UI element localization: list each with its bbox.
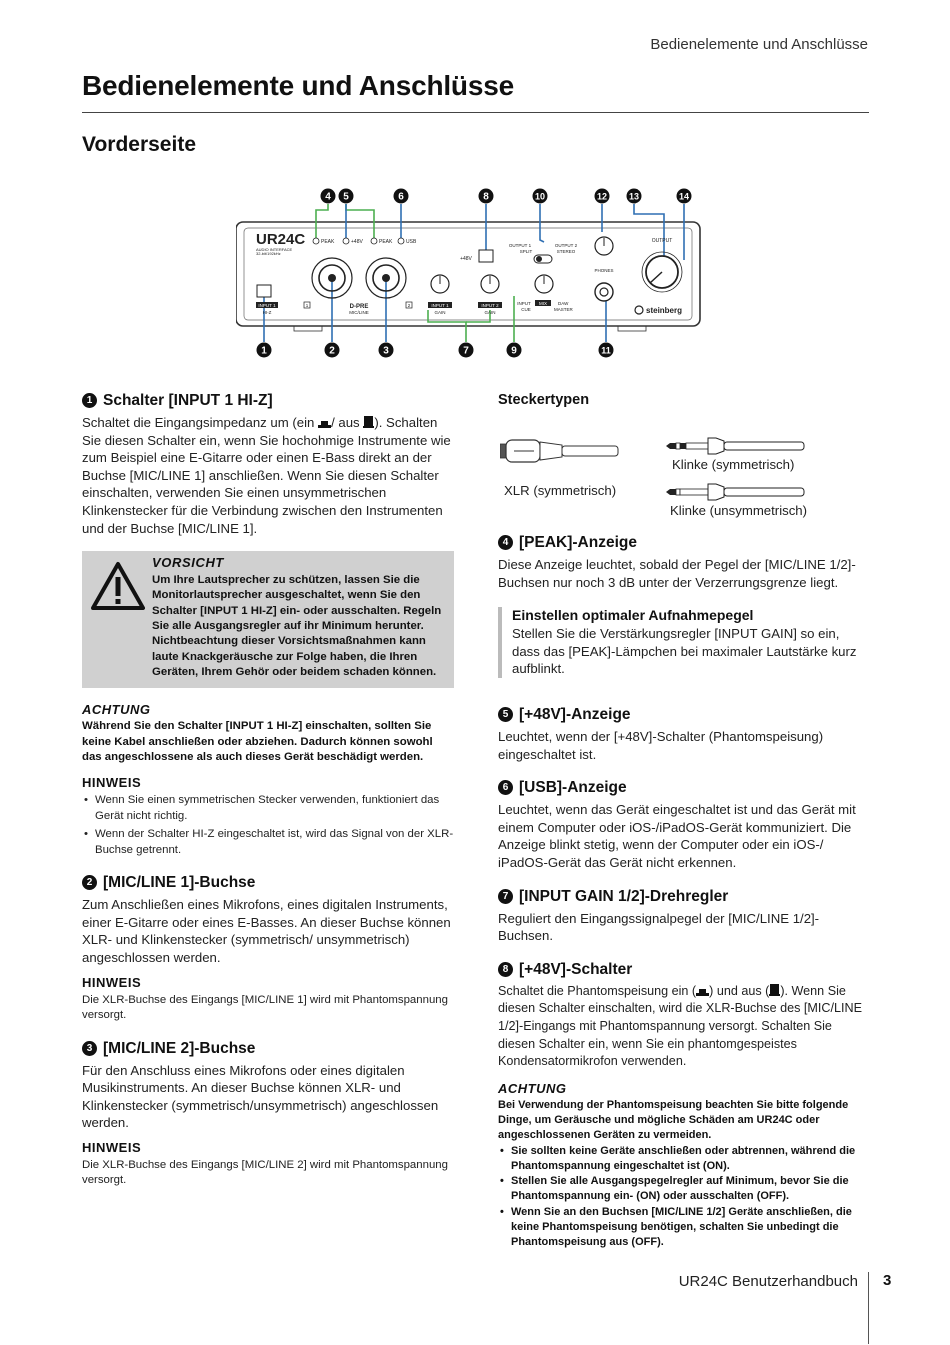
ts-plug-icon bbox=[666, 480, 806, 504]
svg-text:GAIN: GAIN bbox=[484, 310, 496, 315]
item-8-heading: 8 [+48V]-Schalter bbox=[498, 961, 870, 979]
svg-text:DAW: DAW bbox=[558, 301, 569, 306]
item-4-heading: 4 [PEAK]-Anzeige bbox=[498, 534, 870, 552]
list-item: • Wenn der Schalter HI-Z eingeschaltet ist, wird das Signal von der XLR-Buchse getrennt. bbox=[82, 827, 454, 858]
device-body bbox=[236, 222, 700, 326]
svg-text:GAIN: GAIN bbox=[434, 310, 446, 315]
svg-text:USB: USB bbox=[406, 239, 417, 245]
item-2-heading: 2 [MIC/LINE 1]-Buchse bbox=[82, 874, 454, 892]
tip-text: Stellen Sie die Verstärkungsregler [INPUT GAIN] so ein, dass das [PEAK]-Lämpchen bei maximaler Lautstärke kurz aufblinkt. bbox=[512, 626, 857, 677]
item-3-text: Für den Anschluss eines Mikrofons oder eines digitalen Musikinstruments. An dieser Buchse können XLR- und Klinkenstecker (symmetrisch/unsymmetrisch) angeschlossen werden. bbox=[82, 1062, 439, 1131]
svg-text:INPUT 1: INPUT 1 bbox=[258, 303, 276, 308]
svg-text:STEREO: STEREO bbox=[556, 249, 576, 254]
running-header: Bedienelemente und Anschlüsse bbox=[650, 36, 868, 53]
hinweis-list bbox=[82, 793, 454, 858]
svg-text:OUTPUT 1: OUTPUT 1 bbox=[508, 243, 532, 248]
item-7-heading: 7 [INPUT GAIN 1/2]-Drehregler bbox=[498, 888, 870, 906]
number-badge-1: 1 bbox=[82, 393, 97, 408]
number-badge-8: 8 bbox=[498, 962, 513, 977]
svg-text:INPUT: INPUT bbox=[517, 301, 531, 306]
number-badge-4: 4 bbox=[498, 535, 513, 550]
number-badge-3: 3 bbox=[82, 1041, 97, 1056]
svg-text:PEAK: PEAK bbox=[379, 239, 393, 245]
number-badge-7: 7 bbox=[498, 889, 513, 904]
svg-text:OUTPUT 2: OUTPUT 2 bbox=[554, 243, 578, 248]
section-title: Vorderseite bbox=[82, 133, 196, 156]
tip-box bbox=[498, 607, 870, 678]
number-badge-2: 2 bbox=[82, 875, 97, 890]
switch-off-icon bbox=[363, 416, 374, 428]
page-number: 3 bbox=[883, 1272, 892, 1289]
svg-text:11: 11 bbox=[601, 345, 611, 356]
item-5-heading: 5 [+48V]-Anzeige bbox=[498, 706, 870, 724]
item-7-text: Reguliert den Eingangssignalpegel der [MIC/LINE 1/2]-Buchsen. bbox=[498, 910, 820, 944]
xlr-label: XLR (symmetrisch) bbox=[504, 483, 617, 498]
svg-text:INPUT 2: INPUT 2 bbox=[481, 303, 499, 308]
item-2-text: Zum Anschließen eines Mikrofons, eines digitalen Instruments, einer E-Gitarre oder eines E-Basses. An dieser Buchse können XLR- und Klinkenstecker (symmetrisch/ unsymmetrisch) angeschlossen werden. bbox=[82, 897, 451, 965]
achtung-list bbox=[498, 1144, 870, 1251]
page-title: Bedienelemente und Anschlüsse bbox=[82, 70, 514, 101]
caution-box bbox=[82, 551, 454, 688]
svg-text:7: 7 bbox=[463, 345, 469, 357]
footer-title: UR24C Benutzerhandbuch bbox=[678, 1273, 858, 1290]
svg-text:3: 3 bbox=[383, 345, 389, 357]
svg-text:1: 1 bbox=[305, 303, 309, 308]
svg-text:HI-Z: HI-Z bbox=[262, 310, 272, 315]
svg-text:steinberg: steinberg bbox=[646, 306, 683, 315]
ts-label: Klinke (unsymmetrisch) bbox=[670, 503, 808, 518]
svg-text:MIC/LINE: MIC/LINE bbox=[349, 310, 369, 315]
hinweis-title: HINWEIS bbox=[82, 775, 142, 791]
svg-text:+48V: +48V bbox=[460, 256, 472, 262]
svg-text:CUE: CUE bbox=[521, 307, 531, 312]
achtung-text: Während Sie den Schalter [INPUT 1 HI-Z] einschalten, sollten Sie keine Kabel anschließen oder abziehen. Dadurch können sowohl das angeschlossene als auch dieses Gerät beschädigt werden. bbox=[82, 720, 433, 763]
plug-types-figure bbox=[498, 412, 870, 520]
item-6-text: Leuchtet, wenn das Gerät eingeschaltet ist und das Gerät mit einem Computer oder iOS-/iPadOS-Gerät kommuniziert. Die Anzeige blinkt stetig, wenn der Computer oder ein iOS-/ iPadOS-Gerät das Gerät nicht erkennen. bbox=[498, 802, 856, 870]
title-rule bbox=[82, 112, 869, 113]
svg-text:5: 5 bbox=[343, 191, 349, 203]
number-badge-5: 5 bbox=[498, 707, 513, 722]
plug-types-heading: Steckertypen bbox=[498, 392, 590, 408]
svg-text:12: 12 bbox=[596, 191, 608, 202]
switch-on-icon bbox=[696, 986, 709, 996]
svg-text:MASTER: MASTER bbox=[554, 307, 573, 312]
svg-text:2: 2 bbox=[407, 303, 411, 308]
achtung-text: Bei Verwendung der Phantomspeisung beachten Sie bitte folgende Dinge, um Geräusche und mögliche Schäden am UR24C oder angeschlossenen Geräten zu vermeiden. bbox=[498, 1098, 849, 1142]
svg-text:10: 10 bbox=[534, 191, 546, 202]
svg-text:1: 1 bbox=[261, 345, 267, 357]
hinweis-title: HINWEIS bbox=[82, 974, 142, 990]
hinweis-text: Die XLR-Buchse des Eingangs [MIC/LINE 1] wird mit Phantomspannung versorgt. bbox=[82, 993, 448, 1021]
hinweis-text: Die XLR-Buchse des Eingangs [MIC/LINE 2] wird mit Phantomspannung versorgt. bbox=[82, 1158, 448, 1187]
item-4-text: Diese Anzeige leuchtet, sobald der Pegel der [MIC/LINE 1/2]-Buchsen nur noch 3 dB unter der Verzerrungsgrenze liegt. bbox=[498, 557, 856, 590]
list-item: • Stellen Sie alle Ausgangspegelregler auf Minimum, bevor Sie die Phantomspannung ein- (ON) oder ausschalten (OFF). bbox=[498, 1174, 870, 1205]
caution-title: VORSICHT bbox=[152, 555, 224, 571]
svg-text:32-bit/192kHz: 32-bit/192kHz bbox=[256, 251, 281, 256]
list-item: • Sie sollten keine Geräte anschließen oder abtrennen, während die Phantomspannung eingeschaltet ist (ON). bbox=[498, 1144, 870, 1175]
footer-rule bbox=[868, 1272, 869, 1344]
list-item: • Wenn Sie an den Buchsen [MIC/LINE 1/2] Geräte anschließen, die keine Phantomspeisung benötigen, schalten Sie unbedingt die Phantomspeisung aus (OFF). bbox=[498, 1205, 870, 1251]
achtung-title: ACHTUNG bbox=[82, 702, 151, 718]
svg-text:UR24C: UR24C bbox=[256, 231, 306, 248]
svg-text:PHONES: PHONES bbox=[594, 268, 614, 273]
svg-text:D-PRE: D-PRE bbox=[349, 304, 369, 310]
caution-text: Um Ihre Lautsprecher zu schützen, lassen Sie die Monitorlautsprecher ausgeschaltet, wenn Sie den Schalter [INPUT 1 HI-Z] ein- oder ausschalten. Regeln Sie alle Ausgangsregler auf ihr Minimum herunter. Nichtbeachtung dieser Vorsichtsmaßnahmen kann laute Knackgeräusche zur Folge haben, die Ihren Geräten, Ihrem Gehör oder beidem schaden können. bbox=[152, 574, 442, 678]
item-5-text: Leuchtet, wenn der [+48V]-Schalter (Phantomspeisung) eingeschaltet ist. bbox=[498, 728, 824, 762]
svg-text:4: 4 bbox=[325, 191, 331, 203]
warning-icon bbox=[91, 561, 145, 611]
front-panel-diagram bbox=[236, 180, 716, 360]
left-column bbox=[82, 392, 454, 1189]
svg-text:PEAK: PEAK bbox=[321, 239, 335, 245]
switch-off-icon bbox=[769, 984, 780, 996]
svg-text:AUDIO INTERFACE: AUDIO INTERFACE bbox=[256, 247, 293, 252]
item-6-heading: 6 [USB]-Anzeige bbox=[498, 779, 870, 797]
trs-label: Klinke (symmetrisch) bbox=[672, 457, 795, 472]
tip-title: Einstellen optimaler Aufnahmepegel bbox=[512, 607, 754, 624]
item-1-heading: 1 Schalter [INPUT 1 HI-Z] bbox=[82, 392, 454, 410]
svg-text:2: 2 bbox=[329, 345, 335, 357]
number-badge-6: 6 bbox=[498, 780, 513, 795]
svg-text:INPUT 1: INPUT 1 bbox=[431, 303, 449, 308]
svg-text:+48V: +48V bbox=[351, 239, 363, 245]
xlr-plug-icon bbox=[500, 436, 622, 466]
svg-text:SPLIT: SPLIT bbox=[519, 249, 533, 254]
switch-on-icon bbox=[318, 418, 331, 428]
trs-plug-icon bbox=[666, 434, 806, 458]
svg-text:13: 13 bbox=[628, 191, 640, 202]
hinweis-title: HINWEIS bbox=[82, 1139, 142, 1155]
right-column bbox=[498, 392, 870, 1251]
item-3-heading: 3 [MIC/LINE 2]-Buchse bbox=[82, 1040, 454, 1058]
svg-text:6: 6 bbox=[398, 191, 404, 203]
svg-text:14: 14 bbox=[678, 191, 690, 202]
achtung-title: ACHTUNG bbox=[498, 1080, 567, 1096]
svg-text:OUTPUT: OUTPUT bbox=[651, 238, 673, 244]
svg-text:MIX: MIX bbox=[538, 301, 548, 306]
list-item: • Wenn Sie einen symmetrischen Stecker verwenden, funktioniert das Gerät nicht richtig. bbox=[82, 793, 454, 824]
svg-text:9: 9 bbox=[511, 345, 517, 357]
svg-text:8: 8 bbox=[483, 191, 489, 203]
item-8-text: Schaltet die Phantomspeisung ein ( ) und aus ( ). Wenn Sie diesen Schalter einschalten, wird die XLR-Buchse des [MIC/LINE 1/2]-Eingangs mit Phantomspannung versorgt. Schalten Sie diesen Schalter ein, wenn Sie ein phantomgespeistes Kondensatormikrofon verwenden. bbox=[498, 983, 862, 1069]
item-1-text: Schaltet die Eingangsimpedanz um (ein / aus ). Schalten Sie diesen Schalter ein, wenn Sie hochohmige Instrumente wie zum Beispiel eine E-Gitarre oder einen E-Bass direkt an der Buchse [MIC/LINE 1] anschließen. Wenn Sie diesen Schalter einschalten, verwenden Sie einen unsymmetrischen Klinkenstecker für die Verbindung zwischen den Instrumenten und der Buchse [MIC/LINE 1]. bbox=[82, 415, 451, 536]
